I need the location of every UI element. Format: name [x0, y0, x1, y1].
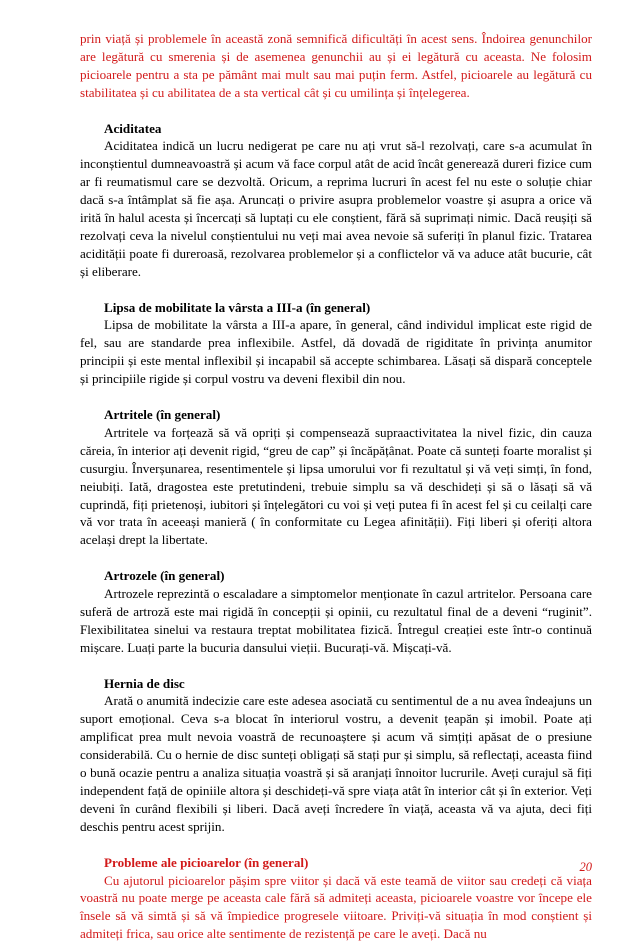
section-body: Cu ajutorul picioarelor pășim spre viitor și dacă vă este teamă de viitor sau credeți că viața voastră nu poate merge pe aceasta cale fără să admiteți aceasta, picioarele voastre vor începe ele însele să vă simtă și să vă împiedice progresele viitoare. Priviți-vă situația în mod conștient și admiteți frica, sau orice alte sentimente de rezistență pe care le aveți. Dacă nu [80, 872, 592, 943]
section-lipsa-mobilitate [80, 299, 592, 389]
section-heading: Aciditatea [80, 120, 592, 138]
document-page [80, 30, 592, 890]
section-heading: Lipsa de mobilitate la vârsta a III-a (în general) [80, 299, 592, 317]
section-artritele [80, 406, 592, 549]
section-body: Artritele va forțează să vă opriți și compensează supraactivitatea la nivel fizic, din cauza căreia, în interior ați devenit rigid, “greu de cap” și încăpățânat. Poate că sunteți foarte moralist și cusurgiu. Înverșunarea, resentimentele și lipsa umorului vor fi rezultatul și vă veți simți, în fond, neiubiți. Iată, dragostea este pretutindeni, trebuie simplu sa vă deschideți și să o lăsați să vă cuprindă, fiți prietenoși, iubitori și înțelegători cu voi și veți putea fi în acest fel și cu ceilalți care vă vor trata în aceeași manieră ( în conformitate cu Legea afinității). Fiți liberi și oferiți altora același drept la libertate. [80, 424, 592, 549]
section-heading: Artritele (în general) [80, 406, 592, 424]
section-body: Aciditatea indică un lucru nedigerat pe care nu ați vrut să-l rezolvați, care s-a acumulat în inconștientul dumneavoastră și acum vă face corpul atât de acid încât generează dureri fizice cum ar fi reumatismul care se dezvoltă. Oricum, a reprima lucruri în acest fel nu este o soluție chiar dacă s-a întâmplat să fie așa. Aruncați o privire asupra problemelor voastre și asupra a orice vă irită în halul acesta și încercați să luptați cu ele conștient, fără să suprimați nimic. Dacă reușiți să rezolvați ceva la nivelul conștientului nu veți mai avea nevoie să suferiți în planul fizic. Tratarea acidității poate fi dureroasă, rezolvarea problemelor și a conflictelor vă va aduce atât bucurie, cât și eliberare. [80, 137, 592, 280]
page-number: 20 [580, 860, 593, 875]
section-heading: Hernia de disc [80, 675, 592, 693]
section-body: Artrozele reprezintă o escaladare a simptomelor menționate în cazul artritelor. Persoana care suferă de artroză este mai rigidă în concepții și opinii, cu rezultatul final de a deveni “ruginit”. Flexibilitatea sinelui va restaura treptat mobilitatea fizică. Întregul creației este într-o continuă mișcare. Luați parte la bucuria dansului vieții. Bucurați-vă. Mișcați-vă. [80, 585, 592, 657]
section-body: Lipsa de mobilitate la vârsta a III-a apare, în general, când individul implicat este rigid de fel, sau are standarde prea inflexibile. Astfel, dă dovadă de rigiditate în privința anumitor principii și este mental inflexibil și incapabil să accepte schimbarea. Lăsați să dispară conceptele și principiile rigide și corpul vostru va deveni flexibil din nou. [80, 316, 592, 388]
intro-block [80, 30, 592, 102]
section-hernia-de-disc [80, 675, 592, 836]
section-heading: Probleme ale picioarelor (în general) [80, 854, 592, 872]
section-probleme-picioare [80, 854, 592, 943]
section-body: Arată o anumită indecizie care este adesea asociată cu sentimentul de a nu avea îndeajuns un suport emoțional. Ceva s-a blocat în interiorul vostru, a devenit țeapăn și imobil. Poate ați amplificat prea mult nevoia voastră de recunoaștere și acum vă simțiți apăsat de o presiune considerabilă. Cu o hernie de disc sunteți obligați să stați pur și simplu, să reflectați, aceasta fiind o bună ocazie pentru a analiza situația voastră și să aranjați înnoitor lucrurile. Aveți curajul să fiți independent față de opiniile altora și deschideți-vă spre viața atât în interior cât și în exterior. Veți deveni în curând flexibili și liberi. Dacă aveți încredere în viață, aceasta vă va ajuta, deci fiți deschis pentru acest sprijin. [80, 692, 592, 835]
intro-paragraph: prin viață și problemele în această zonă semnifică dificultăți în acest sens. Îndoirea genunchilor are legătură cu smerenia și de asemenea genunchii au și ei legătură cu aceasta. Ne folosim picioarele pentru a sta pe pământ mai mult sau mai puțin ferm. Astfel, picioarele au legătură cu stabilitatea și cu abilitatea de a sta vertical cât și cu umilința și înțelegerea. [80, 30, 592, 102]
section-heading: Artrozele (în general) [80, 567, 592, 585]
section-artrozele [80, 567, 592, 657]
section-aciditatea [80, 120, 592, 281]
